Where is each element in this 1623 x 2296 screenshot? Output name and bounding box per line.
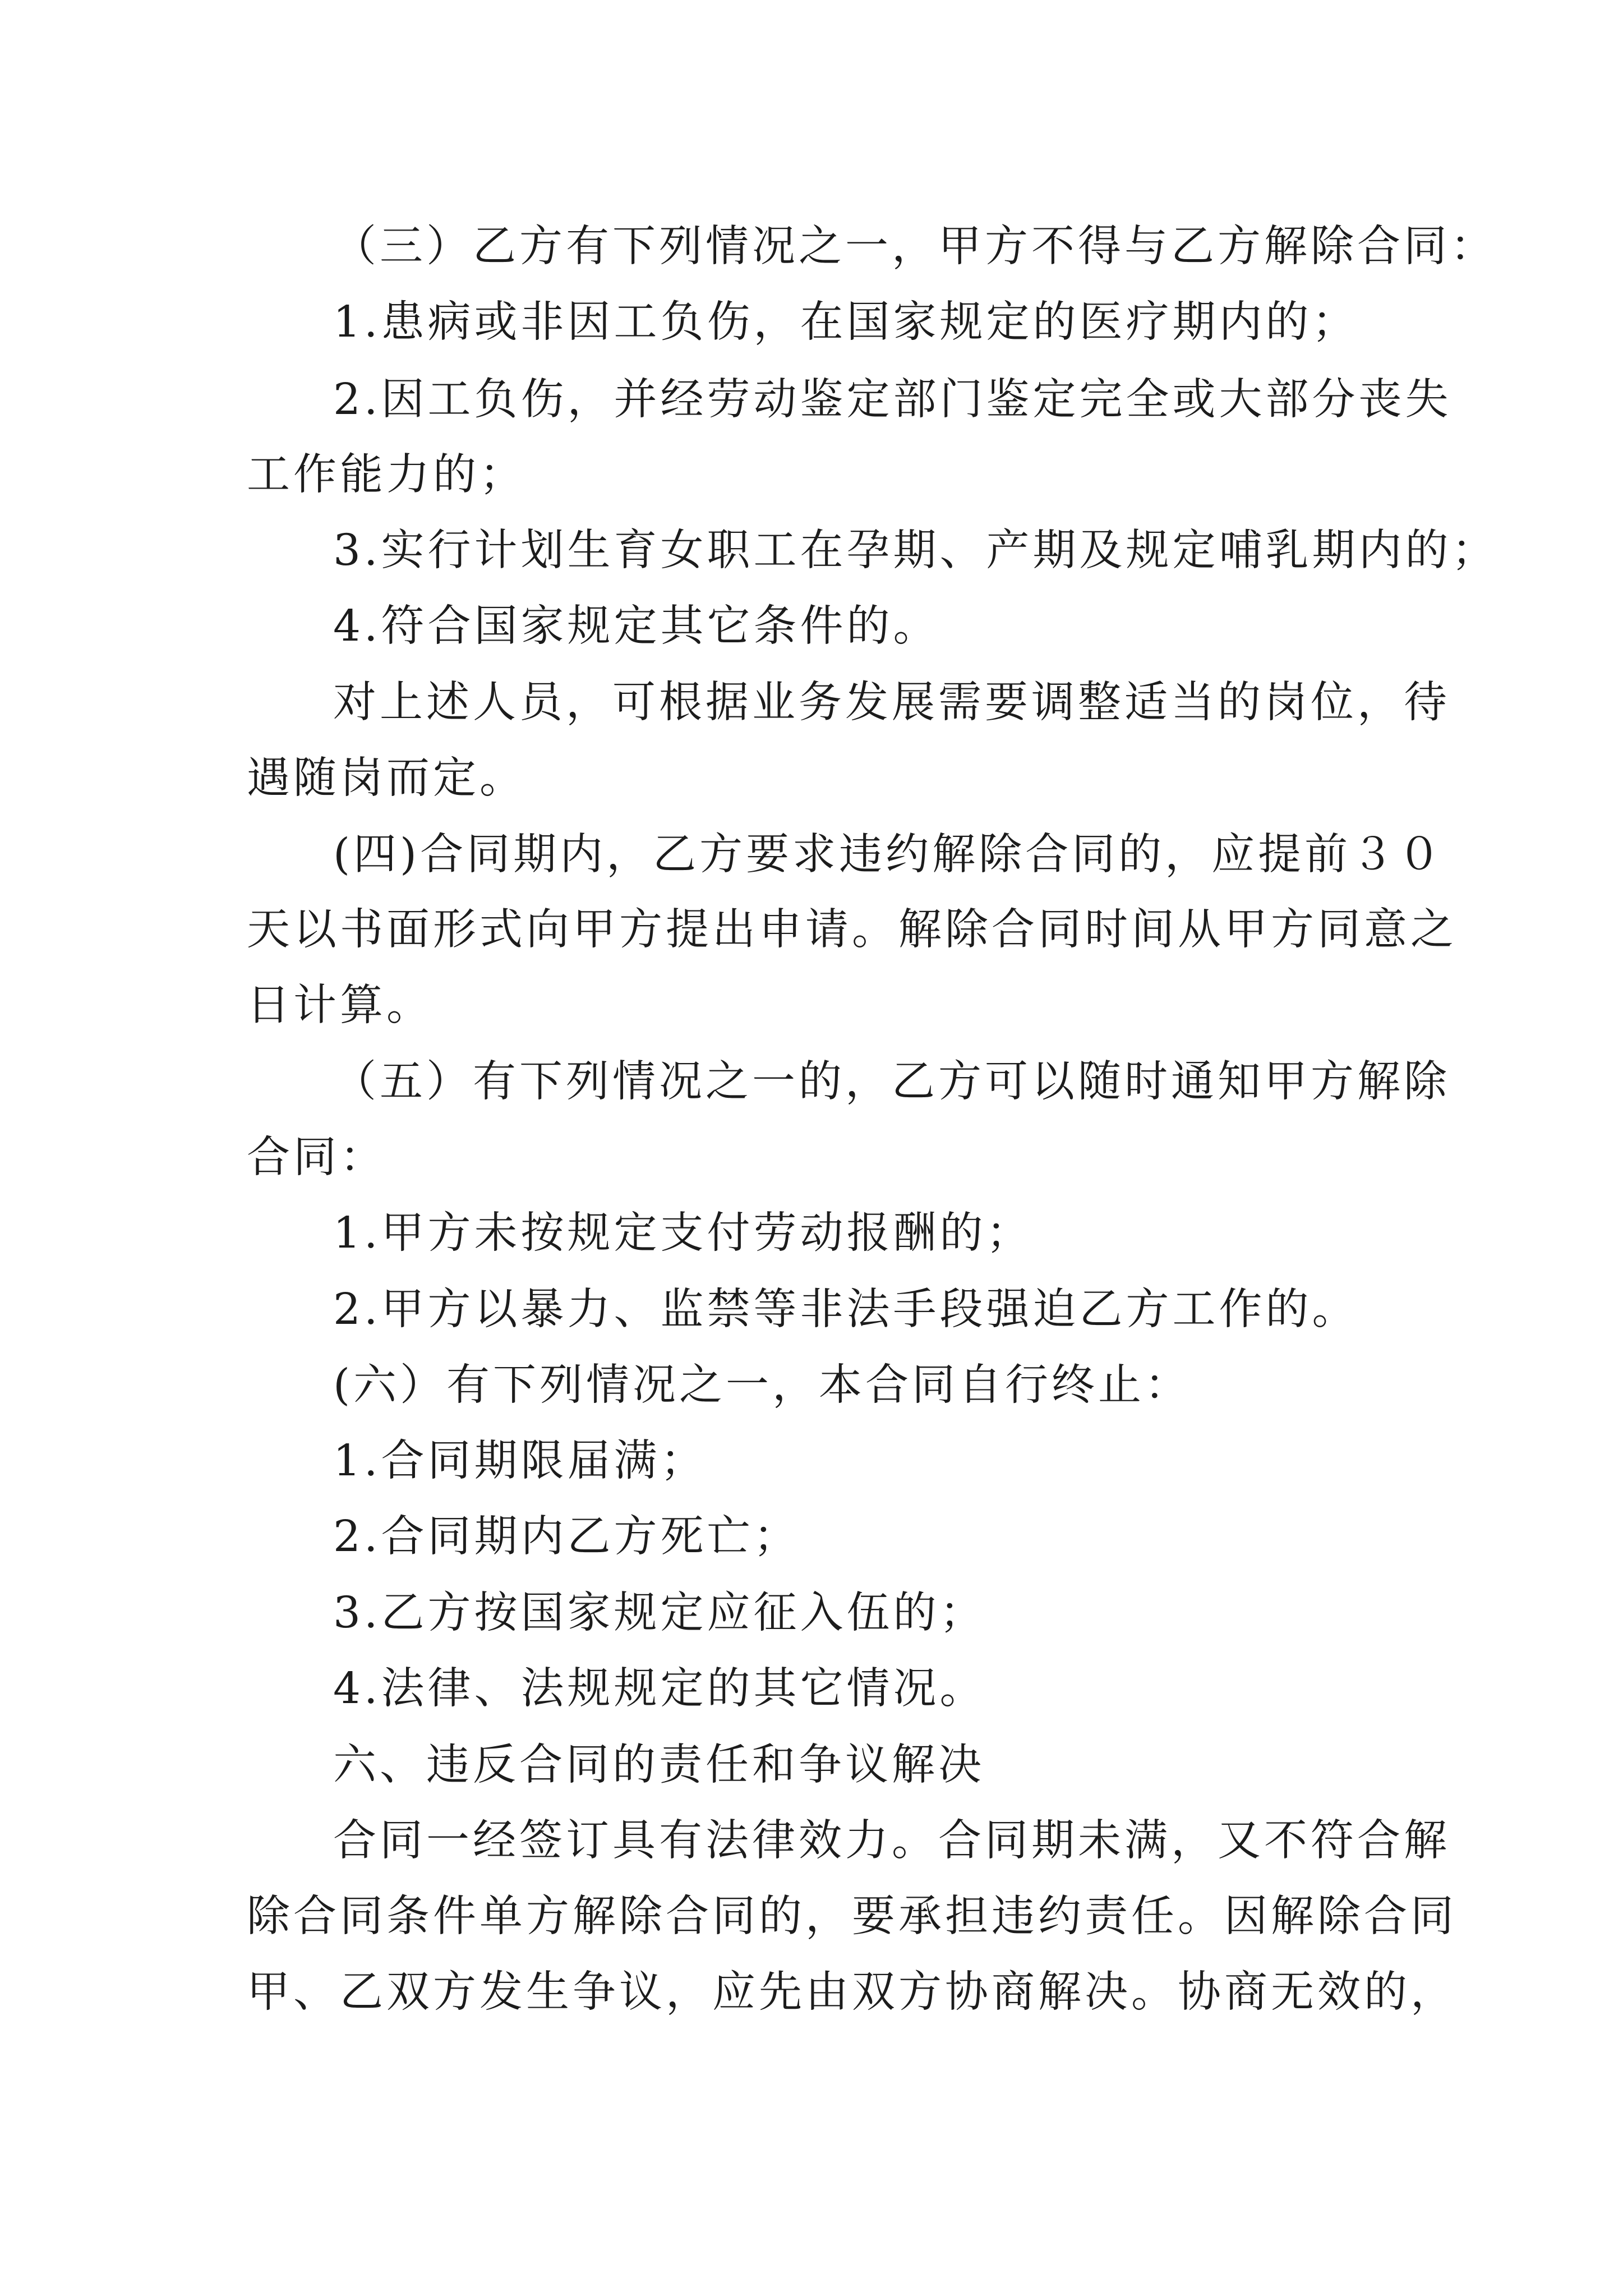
paragraph-line: 4.符合国家规定其它条件的。 [333, 601, 940, 651]
paragraph-line: (四)合同期内，乙方要求违约解除合同的，应提前３０ [333, 830, 1445, 880]
paragraph-line: 3.乙方按国家规定应征入伍的； [333, 1588, 986, 1638]
paragraph-line: 对上述人员，可根据业务发展需要调整适当的岗位，待 [333, 678, 1450, 728]
paragraph-line: （五）有下列情况之一的，乙方可以随时通知甲方解除 [333, 1057, 1450, 1107]
paragraph-line: 1.甲方未按规定支付劳动报酬的； [333, 1208, 1033, 1258]
paragraph-line: 2.甲方以暴力、监禁等非法手段强迫乙方工作的。 [333, 1285, 1359, 1335]
paragraph-line: (六）有下列情况之一，本合同自行终止： [333, 1360, 1192, 1410]
paragraph-line: 除合同条件单方解除合同的，要承担违约责任。因解除合同 [247, 1892, 1457, 1941]
paragraph-line: 合同： [247, 1133, 386, 1182]
paragraph-line: 天以书面形式向甲方提出申请。解除合同时间从甲方同意之 [247, 905, 1457, 955]
paragraph-line: 1.患病或非因工负伤，在国家规定的医疗期内的； [333, 297, 1359, 347]
paragraph-line: 遇随岗而定。 [247, 753, 526, 803]
paragraph-line: 1.合同期限届满； [333, 1436, 707, 1486]
paragraph-line: 甲、乙双方发生争议，应先由双方协商解决。协商无效的， [247, 1967, 1457, 2017]
paragraph-line: 2.合同期内乙方死亡； [333, 1512, 800, 1562]
paragraph-line: 日计算。 [247, 981, 433, 1030]
paragraph-line: 工作能力的； [247, 450, 526, 500]
paragraph-line: 2.因工负伤，并经劳动鉴定部门鉴定完全或大部分丧失 [333, 375, 1452, 425]
section-heading: 六、违反合同的责任和争议解决 [333, 1740, 985, 1790]
paragraph-line: 3.实行计划生育女职工在孕期、产期及规定哺乳期内的； [333, 526, 1498, 576]
paragraph-line: 合同一经签订具有法律效力。合同期未满，又不符合解 [333, 1816, 1450, 1866]
paragraph-line: （三）乙方有下列情况之一，甲方不得与乙方解除合同： [333, 222, 1497, 272]
paragraph-line: 4.法律、法规规定的其它情况。 [333, 1664, 986, 1714]
